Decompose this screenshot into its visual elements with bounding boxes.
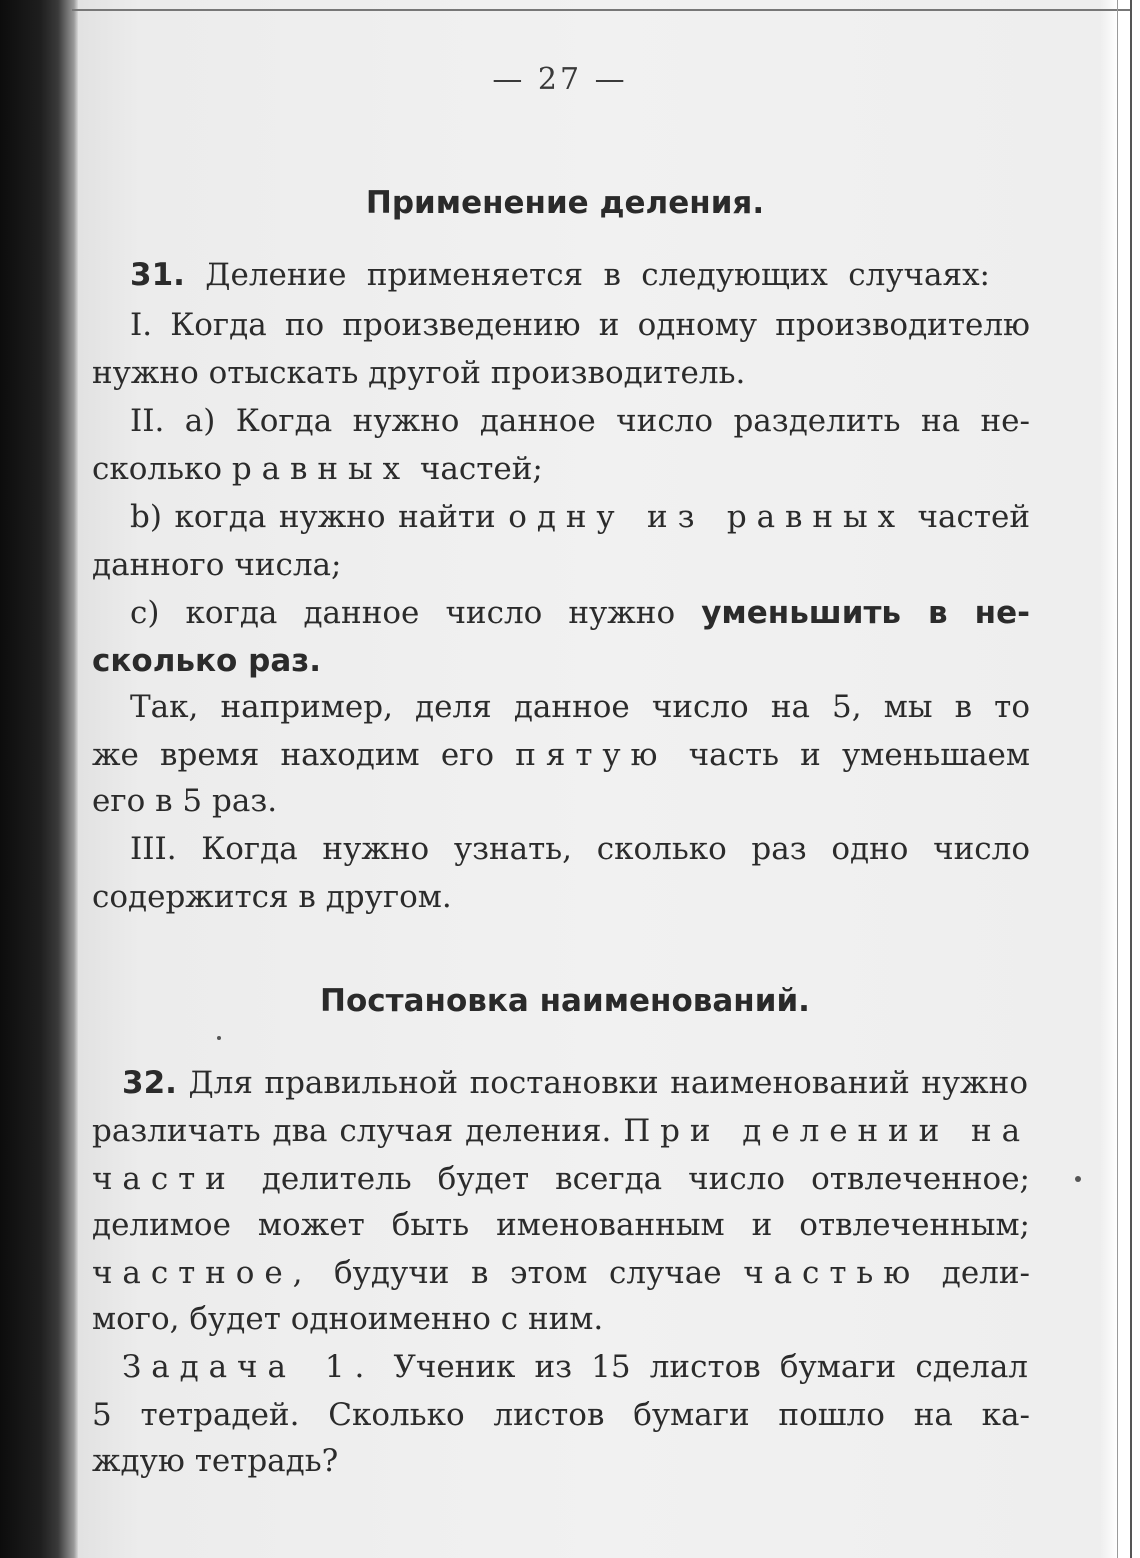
page-number: — 27 — [492, 62, 628, 97]
para31-line-4: II. a) Когда нужно данное число разделить на не- [130, 403, 1030, 439]
para31-line-5: сколько равных частей; [92, 451, 543, 487]
para32-line-3: части делитель будет всегда число отвлеченное; [92, 1161, 1030, 1197]
para31-line-9: сколько раз. [92, 643, 322, 679]
spaced-emphasis: равных [231, 451, 410, 487]
para31-line-12: его в 5 раз. [92, 783, 278, 819]
para-number-31: 31. [130, 257, 185, 293]
para31-line-6: b) когда нужно найти одну из равных частей [130, 499, 1031, 535]
spaced-emphasis: При делении на [623, 1113, 1030, 1149]
para31-line-8: c) когда данное число нужно уменьшить в не- [130, 595, 1030, 631]
scan-border-right-inner [1117, 0, 1118, 1558]
print-speck [217, 1036, 221, 1040]
para31-line-3: нужно отыскать другой производитель. [92, 355, 746, 391]
spaced-emphasis: одну из равных [508, 499, 905, 535]
spaced-emphasis: частью [743, 1255, 921, 1291]
task1-line-1: Задача 1. Ученик из 15 листов бумаги сделал [122, 1349, 1028, 1385]
spaced-emphasis: частное, [92, 1255, 313, 1291]
para31-line-1: 31. Деление применяется в следующих случаях: [130, 257, 990, 293]
para32-line-2: различать два случая деления. При делении на [92, 1113, 1030, 1149]
para31-line-10: Так, например, деля данное число на 5, мы в то [130, 689, 1030, 725]
para32-line-4: делимое может быть именованным и отвлеченным; [92, 1207, 1030, 1243]
scan-border-right [1130, 0, 1132, 1558]
task1-line-2: 5 тетрадей. Сколько листов бумаги пошло на ка- [92, 1397, 1030, 1433]
spaced-emphasis: части [92, 1161, 236, 1197]
print-speck [1075, 1176, 1081, 1182]
section-heading-division-use: Применение деления. [365, 185, 765, 221]
para32-line-1: 32. Для правильной постановки наименований нужно [122, 1065, 1028, 1101]
para31-line-2: I. Когда по произведению и одному производителю [130, 307, 1030, 343]
section-heading-naming: Постановка наименований. [320, 983, 810, 1019]
spaced-emphasis: пятую [515, 737, 668, 773]
para32-line-6: мого, будет одноименно с ним. [92, 1301, 604, 1337]
para31-line-14: содержится в другом. [92, 879, 452, 915]
bold-emphasis: уменьшить в не- [701, 595, 1030, 631]
para31-line-7: данного числа; [92, 547, 342, 583]
task-label: Задача 1. [122, 1349, 375, 1385]
task1-line-3: ждую тетрадь? [92, 1443, 339, 1479]
scan-border-top [72, 0, 1132, 11]
para-number-32: 32. [122, 1065, 177, 1101]
para31-line-13: III. Когда нужно узнать, сколько раз одно число [130, 831, 1030, 867]
para31-line-11: же время находим его пятую часть и уменьшаем [92, 737, 1031, 773]
para32-line-5: частное, будучи в этом случае частью дели- [92, 1255, 1030, 1291]
book-spine-shadow [0, 0, 78, 1558]
